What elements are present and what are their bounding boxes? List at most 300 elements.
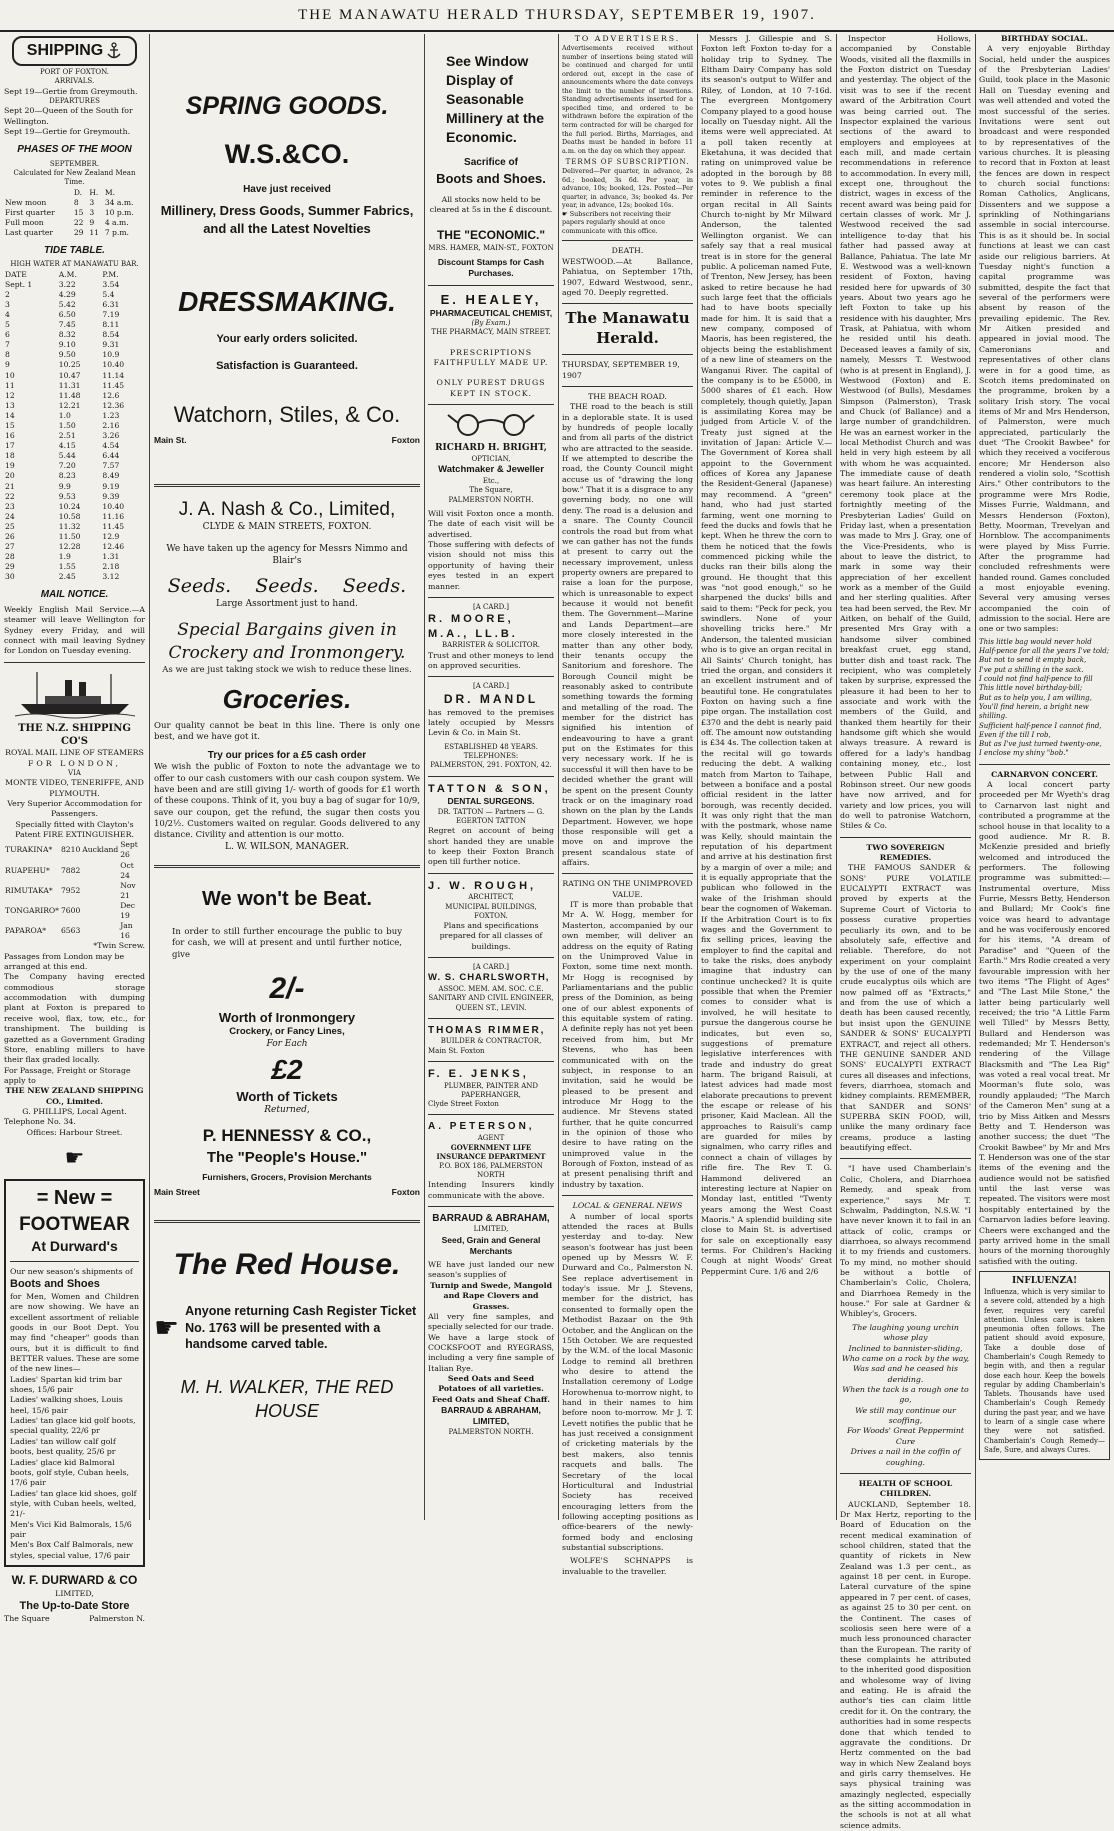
cash-register-text: Anyone returning Cash Register Ticket No. 1763 will be presented with a handsome carved table.: [185, 1304, 417, 1351]
table-cell: 6.44: [102, 451, 120, 461]
poem-line: We still may continue our scoffing,: [855, 1405, 956, 1426]
table-row: [4, 502, 145, 512]
table-row: [4, 512, 145, 522]
column-news-remedies: [840, 34, 971, 1830]
two-pound: £2: [271, 1053, 303, 1085]
nzsc-via: VIA: [68, 768, 81, 777]
table-cell: 9.10: [58, 340, 76, 350]
nash-address: CLYDE & MAIN STREETS, FOXTON.: [202, 522, 372, 533]
table-row: [4, 461, 145, 471]
twin-screw-note: *Twin Screw.: [93, 941, 145, 951]
freight-text: For Passage, Freight or Storage apply to: [4, 1065, 131, 1085]
table-row: [4, 391, 145, 401]
verse-line: I could not find half-pence to fill: [979, 675, 1093, 684]
table-row: [4, 401, 145, 411]
footwear-list: [10, 1375, 139, 1561]
footwear-boots-shoes: Boots and Shoes: [10, 1278, 100, 1291]
table-cell: 3: [5, 299, 10, 309]
table-cell: RUAPEHU*: [5, 865, 50, 875]
table-cell: 10: [5, 370, 15, 380]
beach-road-heading: THE BEACH ROAD.: [588, 391, 667, 401]
nzsc-title: THE N.Z. SHIPPING CO'S: [18, 722, 131, 747]
table-cell: 1.31: [102, 552, 120, 562]
mail-text: Weekly English Mail Service.—A steamer will leave Wellington for Sydney every Friday, and will connect with mail leaving Sydney for London on Tuesday evening.: [4, 604, 145, 656]
table-cell: TONGARIRO*: [5, 905, 59, 915]
column-rule: [975, 34, 976, 1520]
nzsc-ports: MONTE VIDEO, TENERIFFE, AND PLYMOUTH.: [5, 778, 144, 798]
barraud-feed-oats: Feed Oats and Sheaf Chaff.: [431, 1394, 551, 1404]
footwear-new: = New =: [36, 1187, 113, 1210]
influenza-heading: INFLUENZA!: [1011, 1275, 1078, 1286]
walker-name: M. H. WALKER, THE RED HOUSE: [180, 1377, 394, 1421]
table-cell: 8210: [60, 845, 81, 855]
table-cell: RIMUTAKA*: [5, 885, 53, 895]
millinery-text: Millinery, Dress Goods, Summer Fabrics, and all the Latest Novelties: [160, 203, 414, 236]
returned: Returned,: [264, 1105, 310, 1116]
see-window-heading: See Window Display of Seasonable Millinery at the Economic.: [446, 53, 545, 145]
table-cell: 1.23: [102, 410, 120, 420]
table-cell: 5.42: [58, 299, 76, 309]
table-cell: 4.15: [58, 441, 76, 451]
verse-line: I've put a shilling in the sack.: [979, 665, 1084, 674]
watchorn-town: Foxton: [391, 434, 420, 445]
table-row: [4, 840, 145, 860]
table-cell: 9.39: [102, 491, 120, 501]
barraud-turnip: Turnip and Swede, Mangold and Rape Clovers and Grasses.: [429, 1280, 553, 1311]
rough-title: ARCHITECT,: [468, 893, 514, 902]
table-cell: 3.22: [58, 279, 76, 289]
verse-line: You'll find herein, a bright new shilling.: [979, 702, 1089, 721]
barraud-seed-oats: Seed Oats and Seed Potatoes of all varieties.: [438, 1374, 544, 1394]
table-header: M.: [104, 187, 116, 197]
table-row: [4, 381, 145, 391]
tatton-name: TATTON & SON,: [428, 782, 551, 795]
poem-line: The laughing young urchin whose play: [852, 1322, 959, 1343]
table-cell: 4.29: [58, 289, 76, 299]
table-cell: [81, 921, 119, 941]
barraud-town: PALMERSTON NORTH.: [448, 1427, 534, 1436]
table-row: [4, 360, 145, 370]
hennessy-name: P. HENNESSY & CO.,: [202, 1126, 372, 1146]
table-cell: 9.53: [58, 491, 76, 501]
list-item: Ladies' tan willow calf golf boots, best quality, 25/6 pr: [10, 1436, 116, 1457]
table-cell: 15: [5, 420, 15, 430]
red-house-heading: The Red House.: [173, 1248, 401, 1282]
durward-name: W. F. DURWARD & CO: [11, 1573, 138, 1588]
column-rule: [697, 34, 698, 1520]
peterson-agent: AGENT: [477, 1133, 505, 1142]
table-cell: 11: [5, 380, 15, 390]
peterson-name: A. PETERSON,: [428, 1121, 535, 1133]
table-cell: [81, 901, 119, 921]
grading-text: The Company having erected commodious storage accommodation with dumping plant at Foxton is prepared to receive wool, flax, tow, etc., for transhipment. The building is gazetted as a Government Grading Store, enabling millers to have their flax graded locally.: [4, 972, 145, 1065]
discount-stamps: Discount Stamps for Cash Purchases.: [437, 257, 545, 279]
crockery-text: Crockery, or Fancy Lines,: [229, 1026, 345, 1038]
table-cell: 11.32: [58, 521, 81, 531]
two-shilling: 2/-: [269, 971, 305, 1005]
subscribers-note-text: Subscribers not receiving their papers regularly should at once communicate with this office.: [562, 209, 671, 235]
birthday-verses: [979, 638, 1110, 759]
peterson-department: GOVERNMENT LIFE INSURANCE DEPARTMENT: [436, 1143, 546, 1162]
table-cell: 3.54: [102, 279, 120, 289]
column-editorial: [562, 34, 693, 1576]
satisfaction: Satisfaction is Guaranteed.: [216, 359, 358, 372]
bright-text: Will visit Foxton once a month. The date of each visit will be advertised.: [428, 508, 554, 539]
table-cell: 10.40: [102, 501, 125, 511]
table-row: [4, 921, 145, 941]
rough-name: J. W. ROUGH,: [428, 879, 537, 892]
barraud-ltd: LIMITED,: [473, 1225, 509, 1234]
charlsworth-assoc: ASSOC. MEM. AM. SOC. C.E.: [438, 985, 544, 994]
pointing-hand-icon: ☛: [64, 1146, 85, 1172]
wont-be-beat-text: In order to still further encourage the public to buy for cash, we will at present and until further notice, give: [172, 927, 402, 960]
table-cell: 2.51: [58, 431, 76, 441]
poem-line: Inclined to bannister-sliding,: [848, 1343, 963, 1353]
table-cell: 1.50: [58, 420, 76, 430]
rimmer-address: Main St. Foxton: [428, 1046, 485, 1055]
death-heading: DEATH.: [611, 246, 644, 256]
barraud-samples: All very fine samples, and specially selected for our trade.: [428, 1311, 554, 1332]
jenks-address: Clyde Street Foxton: [428, 1100, 499, 1109]
table-cell: 9.50: [58, 350, 76, 360]
watchorn-address: [154, 435, 420, 446]
table-cell: 11.48: [58, 390, 81, 400]
verse-line: I enclose my shiny "bob.": [979, 749, 1069, 758]
list-item: Ladies' Spartan kid trim bar shoes, 15/6 pair: [10, 1374, 122, 1395]
rating-article: IT is more than probable that Mr A. W. Hogg, member for Masterton, accompanied by our own member, will deliver an address on the equity of Rating on the Unimproved Value in Foxton, some time next month. Mr Hogg is recognised by Parliamentarians and the public press of the Dominion, as being one of our ablest exponents of this equitable system of rating. A definite reply has not yet been received from him, but Mr Stevens, who has been communicated with on the subject, in response to an invitation, said he would be pleased to be present and introduce Mr Hogg to the audience. Mr Stevens stated further, that he quite concurred in the opinion of those who desire to have rating on the unimproved value in the Borough of Foxton, instead of as at present penalising thrift and industry by taxation.: [562, 900, 693, 1189]
prescriptions: PRESCRIPTIONS FAITHFULLY MADE UP.: [433, 347, 549, 368]
rimmer-name: THOMAS RIMMER,: [428, 1025, 546, 1036]
mandl-name: DR. MANDL: [443, 691, 539, 706]
shipping-logo-text: SHIPPING: [26, 42, 104, 60]
tide-heading: TIDE TABLE.: [44, 244, 105, 256]
rimmer-title: BUILDER & CONTRACTOR,: [440, 1037, 542, 1046]
list-item: Men's Box Calf Balmorals, new styles, special value, 17/6 pair: [10, 1540, 134, 1560]
table-cell: 12.46: [102, 542, 125, 552]
moore-title: BARRISTER & SOLICITOR.: [441, 641, 540, 650]
seeds-heading: Seeds. Seeds. Seeds.: [167, 575, 407, 598]
jenks-name: F. E. JENKS,: [428, 1067, 529, 1080]
nzsc-accom: Very Superior Accommodation for Passengers.: [7, 798, 142, 819]
table-header: D.: [73, 187, 83, 197]
table-cell: 12.6: [102, 390, 120, 400]
durward-square: The Square: [4, 1614, 50, 1624]
table-cell: 10.58: [58, 511, 81, 521]
table-cell: 10.40: [102, 360, 125, 370]
table-row: [4, 300, 145, 310]
schnapps-notice: WOLFE'S SCHNAPPS is invaluable to the traveller.: [562, 1556, 693, 1576]
flaxmill-news: Inspector Hollows, accompanied by Constable Woods, visited all the flaxmills in the Foxton district on Tuesday and yesterday. The object of the visit was to see if the recent award of the Arbitration Court was being carried out. The Inspector explained the various sections of the award to employers and employees at each mill, and made certain recommendations in reference to accommodation. In every mill, except one, throughout the district, wages in excess of the recent award was being paid for certain classes of work. Mr J. Westwood received the sad intelligence to-day that his father had passed away at Ballance, Pahiatua. The late Mr E. Westwood was a well-known resident of Foxton, having resided here for upwards of 30 years. About two years ago he left Foxton to take up his residence with his daughter, Mrs Trask, at Pahiatua, with whom he resided until his death. Deceased leaves a family of six, namely, Messrs T. Westwood (who is at present in England), J. Westwood (Foxton) and E. Westwood (of Bulls), Mesdames Simpson (Palmerston), Trask and Chuck (of Ballance) and a large number of grandchildren. He was an earnest worker in the local Methodist Church and was held in very high esteem by all with whom he was acquainted. The immediate cause of death was heart failure. An interesting ceremony took place at the fortnightly meeting of the Presbyterian Ladies' Guild on Friday last, when a presentation was made to Mrs J. Gray, one of the Vice-Presidents, who is about to leave the district, to mark in some way their appreciation of her excellent work as a member of the Guild and her sterling qualities. After tea had been served, the Rev. Mr Aitken, on behalf of the Guild, presented Mrs Gray with a handsome silver combined breakfast cruet, egg stand, butter dish and toast rack. The recipient, who was completely taken by surprise, expressed the pleasure it had been to her to associate and work with the members of the Guild, and thanked them heartily for their handsome gift which she would always treasure. A reward is offered for a lady's handbag containing money, etc., lost between Public Hall and Robinson street. Our new goods have now arrived, and for variety and low prices, you will do well to patronise Watchorn, Stiles & Co.: [840, 34, 971, 831]
barraud-cocksfoot: We have a large stock of COCKSFOOT and RYEGRASS, including a very fine sample of Italian Rye.: [428, 1332, 554, 1373]
poem-line: For Woods' Great Peppermint Cure: [846, 1426, 965, 1446]
table-cell: 10.9: [102, 350, 120, 360]
table-cell: Jan 16: [120, 921, 133, 941]
table-row: [4, 431, 145, 441]
table-header: P.M.: [102, 269, 119, 279]
table-cell: 13: [5, 400, 15, 410]
date-line: THURSDAY, SEPTEMBER 19, 1907: [562, 360, 680, 380]
nzsc-agent: G. PHILLIPS, Local Agent.: [22, 1107, 127, 1117]
table-row: [4, 330, 145, 340]
advertisers-text: Advertisements received without number of insertions being stated will be continued and charged for until ordered out, except in the case of announcements where the date conveys the limit to the number of insertions. Standing advertisements inserted for a specified time, and ordered to be withdrawn before the expiration of the term contracted for will be charged for the full period. Births, Marriages, and Deaths must be handed in before 11 a.m. on the day on which they appear.: [562, 44, 693, 155]
column-business-cards: [428, 34, 554, 1520]
footwear-ad: [4, 1179, 145, 1567]
table-row: [4, 441, 145, 451]
special-bargains: Special Bargains given in Crockery and Ironmongery.: [168, 620, 406, 664]
table-cell: 11.45: [102, 521, 125, 531]
table-row: New moon 8 3 34 a.m.: [5, 197, 134, 207]
mandl-text: has removed to the premises lately occupied by Messrs Levin & Co. in Main St.: [428, 707, 554, 738]
dental-title: DENTAL SURGEONS.: [447, 796, 535, 807]
birthday-heading: BIRTHDAY SOCIAL.: [1001, 34, 1088, 43]
departures-text: Sept 20—Queen of the South for Wellington.: [4, 106, 133, 126]
port-heading: PORT OF FOXTON.: [39, 68, 110, 76]
phases-heading: PHASES OF THE MOON: [17, 144, 132, 156]
table-row: [4, 451, 145, 461]
poem-line: When the tack is a rough one to go,: [842, 1385, 969, 1405]
early-orders: Your early orders solicited.: [216, 333, 358, 346]
seeds-assortment: Large Assortment just to hand.: [216, 599, 358, 610]
column-rule: [558, 34, 559, 1520]
verse-line: But as to help you, I am willing,: [979, 693, 1092, 702]
nzsc-phone: Telephone No. 34.: [4, 1117, 76, 1127]
tatton-partners: DR. TATTON — Partners — G. EGERTON TATTON: [437, 807, 545, 825]
paper-title: The Manawatu Herald.: [565, 309, 690, 348]
tide-sub: HIGH WATER AT MANAWATU BAR.: [10, 260, 139, 269]
table-row: [4, 411, 145, 421]
table-cell: 2.45: [58, 572, 76, 582]
verse-line: But as I've just turned twenty-one,: [979, 740, 1102, 749]
table-row: [4, 290, 145, 300]
table-cell: 4.54: [102, 441, 120, 451]
nash-agency: We have taken up the agency for Messrs Nimmo and Blair's: [166, 544, 408, 567]
hennessy-street: Main Street: [154, 1187, 200, 1198]
table-cell: 20: [5, 471, 15, 481]
death-notice: WESTWOOD.—At Ballance, Pahiatua, on September 17th, 1907, Edward Westwood, senr., aged 70. Deeply regretted.: [562, 256, 693, 297]
table-cell: 10.25: [58, 360, 81, 370]
table-cell: 7.45: [58, 320, 76, 330]
table-cell: PAPAROA*: [5, 926, 47, 936]
worth-tickets: Worth of Tickets: [236, 1088, 338, 1104]
table-cell: 8: [5, 350, 10, 360]
table-cell: 8.11: [102, 320, 120, 330]
groceries-quality: Our quality cannot be beat in this line. There is only one best, and we have got it.: [154, 720, 420, 742]
wsco-logo: W.S.&CO.: [224, 139, 350, 170]
purest-drugs: ONLY PUREST DRUGS KEPT IN STOCK.: [436, 378, 546, 398]
footwear-at: At Durward's: [31, 1238, 118, 1255]
charlsworth-name: W. S. CHARLSWORTH,: [428, 972, 550, 984]
table-cell: 12.9: [102, 532, 120, 542]
carnarvon-heading: CARNARVON CONCERT.: [991, 769, 1098, 779]
steamer-table: [4, 840, 145, 941]
cash-order-heading: Try our prices for a £5 cash order: [207, 750, 367, 762]
table-row: [4, 482, 145, 492]
spring-goods-heading: SPRING GOODS.: [185, 92, 389, 120]
poem-line: Who came on a rock by the way,: [841, 1353, 970, 1363]
mail-heading: MAIL NOTICE.: [40, 589, 109, 601]
stocks-text: All stocks now held to be cleared at 5s in the £ discount.: [429, 195, 553, 215]
table-cell: 22: [5, 491, 15, 501]
peterson-address: P.O. BOX 186, PALMERSTON NORTH: [439, 1161, 543, 1179]
table-row: [4, 881, 145, 901]
watchorn-name: Watchorn, Stiles, & Co.: [173, 401, 401, 427]
nzsc-fitted: Specially fitted with Clayton's Patent FIRE EXTINGUISHER.: [15, 819, 134, 839]
dressmaking-heading: DRESSMAKING.: [178, 286, 396, 318]
table-cell: 3.12: [102, 572, 120, 582]
table-cell: 5: [5, 320, 10, 330]
barraud-footer: BARRAUD & ABRAHAM, LIMITED,: [441, 1405, 541, 1427]
passages-note: Passages from London may be arranged at this end.: [4, 951, 125, 971]
subscribers-note: [562, 210, 693, 236]
steamer-icon: [15, 668, 135, 718]
verse-line: Even if the till I rob,: [979, 730, 1051, 739]
telephone-line: PALMERSTON, 291. FOXTON, 42.: [430, 761, 552, 770]
column-local-news: [701, 34, 832, 1520]
spectacles-icon: [446, 411, 536, 437]
column-rule: [149, 34, 150, 1520]
table-cell: 7600: [60, 905, 81, 915]
for-each: For Each: [266, 1038, 308, 1049]
local-news-continued: Messrs J. Gillespie and S. Foxton left Foxton to-day for a holiday trip to Sydney. The Eltham Dairy Company has sold its season's output to Wilfer and Riley, of London, at 10 7-16d. The evergreen Montgomery Company played to a good house locally on Tuesday night. All the items were well appreciated. At a poll taken recently at Eketahuna, it was decided that rating on unimproved value be adopted in the borough by 88 votes to 9. We publish a final reminder in reference to the organ recital in All Saints Church to-night by Mr Milward Anderson, the talented Wellington organist. We can safely say that a real musical treat is in store for the general public. A policeman named Fute, of Trenton, New Jersey, has been asked to retire because he had such large feet that the officials had to have boots specially made for him. It is said that a new company, composed of Maoris, has been registered, the objects being the establishment of a new line of steamers on the Wanganui River. The capital of the company is to be £5000, in 5000 shares of £1 each. How completely, though quietly, Japan is assimilating Korea may be judged from Article V. of the Treaty just signed at the invitation of Japan: Article V.—The Government of Korea shall appoint to the Government offices of Korea any Japanese the Resident-General (Japanese) may recommend. A "green" hand, who had just started farming, went one morning to feed the ducks and fowls that he kept. When he threw the corn to them he noticed that the fowls commenced picking while the ducks ran their bills along the ground. He thought that this was "not good enough," so he sharpened the ducks' bills and said to them: "Peck for peck, you swindlers. None of your shovelling tricks here." Mr Anderson, the talented musician who is to give an organ recital in All Saints' Church tonight, has tried the organ, and considers it an excellent instrument and of beautiful tone. He congratulates Foxton on having such a fine pipe organ. The installation cost £370 and the debt is nearly paid off. The amount now outstanding is £34 4s. The collection taken at the recital will go towards reducing the debt. A walking match from Marton to Taihape, between a boniface and a postal official resident in the latter borough, was recently decided. It was only right that the man with the postmark, whose name was Kelly, should maintain the reputation of his department and arrive at his destination first by a margin of over a mile; and it is equally appropriate that the publican who followed in the wake of the Irishman should bear the cognomen of Wakeman. If the Arbitration Court is to fix wages and the Government to fix selling prices, leaving the employer to find the capital and to take the risks, does anybody imagine that industry can continue unchecked? It is quite possible that when the Premier comes to consider what is involved, he will hesitate to pursue the dangerous course he indicates, but even so, suggestions of premature legislative interferences with trade and industry do great harm. The brigand Raisuli, at latest advices had made most elaborate precautions to prevent the escape or release of his prisoner, Kaid Maclean. All the approaches to Raisuli's camp are guarded for miles by signalmen, who carry rifles and connect a chain of villages by rifle fire. The Rev T. G. Hammond delivered an interesting lecture at Napier on Monday last, entitled "Twenty years among the West Coast Maoris." A splendid building site close to Main St. is advertised for sale on exceptionally easy terms. For Children's Hacking Cough at night Woods' Great Peppermint Cure. 1/6 and 2/6: [701, 34, 832, 1276]
table-cell: 1.9: [58, 552, 71, 562]
durward-address: [4, 1614, 145, 1624]
table-cell: 6: [5, 330, 10, 340]
list-item: Ladies' glace kid Balmoral boots, golf style, Cuban heels, 17/6 pair: [10, 1457, 129, 1488]
bright-town: PALMERSTON NORTH.: [448, 495, 534, 504]
table-row: [4, 552, 145, 562]
watchmaker-title: Watchmaker & Jeweller: [438, 464, 544, 476]
table-row: First quarter 15 3 10 p.m.: [5, 207, 134, 217]
card-label: [A CARD.]: [472, 602, 509, 611]
jenks-title: PLUMBER, PAINTER AND PAPERHANGER,: [443, 1081, 539, 1099]
charlsworth-address: QUEEN ST., LEVIN.: [455, 1003, 527, 1012]
by-exam: (By Exam.): [471, 319, 511, 328]
table-cell: 17: [5, 441, 15, 451]
table-cell: 5.4: [102, 289, 115, 299]
health-article: AUCKLAND, September 18. Dr Max Hertz, reporting to the Board of Education on the recent medical examination of school children, stated that the quantity of rickets in New Zealand was 1.3 per cent., as against 18 per cent. in Europe. Lateral curvature of the spine appeared in 7 per cent. of cases, as against 25 to 30 per cent. on the Continent. The cases of scoliosis seen here were of a much less pronounced character than the European. The rarity of these complaints he attributed to the inherited good disposition and wholesome way of living and eating. He is afraid the author's ties can claim little credit for it. On the contrary, the authorities had in some respects done that which tended to aggravate the conditions. Dr Hertz commented on the bad way in which New Zealand boys and girls carry themselves. He says physical training was amazingly neglected, especially as the sitting accommodation in the schools is not at all what science admits.: [840, 1499, 971, 1830]
table-cell: [81, 861, 119, 881]
hennessy-furnishers: Furnishers, Grocers, Provision Merchants: [202, 1171, 372, 1182]
table-row: [4, 492, 145, 502]
table-cell: 9.9: [58, 481, 71, 491]
bright-defects: Those suffering with defects of vision should not miss this opportunity of having their eyes tested in an expert manner.: [428, 540, 554, 591]
table-cell: TURAKINA*: [5, 845, 53, 855]
list-item: Ladies' tan glace kid golf boots, special quality, 22/6 pr: [10, 1416, 136, 1436]
table-cell: 14: [5, 410, 15, 420]
table-cell: 27: [5, 542, 15, 552]
table-cell: 7.20: [58, 461, 76, 471]
table-cell: 12.28: [58, 542, 81, 552]
table-cell: 30: [5, 572, 15, 582]
tatton-text: Regret on account of being short handed they are unable to keep their Foxton Branch open till further notice.: [428, 826, 554, 867]
table-cell: 6563: [60, 926, 81, 936]
table-cell: 8.32: [58, 330, 76, 340]
shipping-logo: [12, 36, 137, 66]
anchor-icon: [106, 42, 122, 60]
table-cell: 5.44: [58, 451, 76, 461]
table-cell: 8.54: [102, 330, 120, 340]
column-shipping: [4, 34, 145, 1624]
barraud-text: WE have just landed our new season's supplies of: [428, 1260, 554, 1280]
peppermint-poem: [840, 1323, 971, 1468]
column-display-ads: [154, 34, 420, 1520]
optician-title: OPTICIAN,: [471, 455, 511, 464]
sacrifice: Sacrifice of: [464, 157, 518, 169]
table-cell: 9.19: [102, 481, 120, 491]
table-cell: Sept 26: [120, 840, 138, 860]
arrivals-text: Sept 19—Gertie from Greymouth.: [4, 86, 138, 96]
column-social: [979, 34, 1110, 1520]
poem-line: Was sad and he ceased his deriding.: [852, 1364, 959, 1384]
table-cell: 2: [5, 289, 10, 299]
table-cell: Auckland: [82, 845, 119, 855]
table-cell: Oct 24: [120, 860, 134, 880]
table-cell: 12.21: [58, 400, 81, 410]
table-cell: 26: [5, 532, 15, 542]
footwear-title: FOOTWEAR: [19, 1213, 130, 1235]
established: ESTABLISHED 48 YEARS.: [444, 742, 538, 751]
boots-shoes: Boots and Shoes.: [436, 170, 546, 186]
column-rule: [424, 34, 425, 1520]
table-cell: 16: [5, 431, 15, 441]
groceries-heading: Groceries.: [222, 683, 352, 714]
table-cell: 24: [5, 511, 15, 521]
wont-be-beat-heading: We won't be Beat.: [202, 888, 372, 911]
table-row: [4, 542, 145, 552]
nzsc-sub: ROYAL MAIL LINE OF STEAMERS: [5, 748, 144, 758]
beach-road-article: THE road to the beach is still in a deplorable state. It is used by hundreds of people locally and from all parts of the district who are attracted to the seaside. If we attempted to describe the road, the County Council might accuse us of "drawing the long bow." That it is a disgrace to any governing body, no one will deny. The road is a delusion and a snare. The County Council controls the road but from what we can gather has not the funds at present to carry out the necessary improvement, unless property owners are prepared to raise a loan for the purpose, which is unreasonable to expect because it would not benefit them. The Government—Marine and Lands Department—are more closely interested in the matter than any other body, their tenants occupy the Sanitorium and foreshore. The Borough Council might be reasonably asked to contribute something towards the forming and metalling of the road. The member for the district has signified his intention of endeavouring to have a grant put on the Estimates for this very necessary work. If he is successful it will then have to be decided whether the grant will be spent on the present County track or on the imaginary road shown on the plan by the Lands Department. However, we hope those responsible will get a move on and improve the present scandalous state of affairs.: [562, 402, 693, 868]
durward-ltd: LIMITED,: [55, 1589, 94, 1599]
verse-line: Sufficient half-pence I cannot find,: [979, 721, 1102, 730]
table-cell: 12.36: [102, 400, 125, 410]
influenza-ad: [979, 1271, 1110, 1460]
table-cell: 9: [5, 360, 10, 370]
table-cell: 6.31: [102, 299, 120, 309]
hamer-address: MRS. HAMER, MAIN-ST., FOXTON: [428, 243, 554, 252]
nzsc-for: FOR LONDON,: [28, 758, 121, 768]
table-cell: Nov 21: [120, 880, 136, 900]
table-cell: 8.49: [102, 471, 120, 481]
table-cell: 11.50: [58, 532, 81, 542]
phases-calc: Calculated for New Zealand Mean Time.: [13, 168, 136, 187]
carnarvon-article: A local concert party proceeded per Mr Wyeth's drag to Carnarvon last night and contributed a programme at the school house in that locality to a good audience. Mr R. B. McKenzie presided and briefly welcomed and introduced the performers. The following programme was submitted:—Instrumental overture, Miss Furrie, Messrs Betty, Henderson and Bullard; Mr Cook's fine voice was heard to advantage and he was vociferously encored for his items, "A dream of Paradise" and "Queen of the Earth." Mrs Rodie created a very favourable impression with her two items "The Flight of Ages" and "The Last Mile Stone," the latter being particularly well received; the trio "A Little Farm well Tilled" by Messrs Betty, Bullard and Henderson was redemanded; Mr T. Henderson's rendering of the Village Blacksmith and "The Lea Rig" was voted a real vocal treat. Mr Moorman's flute solo, was roundly applauded; "The March of the Cameron Men" sung at a trio by Miss Aitken and Messrs Betty and T. Henderson was another success; the duet "The Crookit Bawbee" by Mr and Mrs T. Henderson was one of the star items of the evening and the audience would not be satisfied until the last verse was repeated. The visitors were most hospitably entertained by the Carnarvon ladies before leaving. Cheers were exchanged and the party arrived home in the small hours of the morning thoroughly satisfied with the outing.: [979, 780, 1110, 1266]
footwear-body: for Men, Women and Children are now showing. We have an excellent assortment of reliable goods in our Boot Dept. You may find "cheaper" goods than ours, but it is difficult to find BETTER values. These are some of the new lines—: [10, 1291, 139, 1374]
cash-order-text: We wish the public of Foxton to note the advantage we to offer to our cash customers with our cash coupon system. We have been and are still giving 1/- worth of goods for £1 worth of these coupons. Think of it, you buy a bag of sugar for 10/9, save our coupon, get the refund, the sugar then costs you 10/2½. Customers waited on regular. Goods delivered to any distance. Civility and attention is our motto.: [154, 762, 420, 841]
terms-heading: TERMS OF SUBSCRIPTION.: [565, 158, 690, 167]
advertisers-heading: TO ADVERTISERS.: [574, 34, 681, 43]
table-cell: 7: [5, 340, 10, 350]
table-cell: 19: [5, 461, 15, 471]
tide-table: [4, 270, 145, 583]
table-cell: 10.24: [58, 501, 81, 511]
masthead-title: THE MANAWATU HERALD THURSDAY, SEPTEMBER 19, 1907.: [298, 7, 816, 23]
moon-phases-table: [4, 188, 145, 238]
table-row: [4, 371, 145, 381]
local-news-heading: LOCAL & GENERAL NEWS: [572, 1201, 683, 1211]
hennessy-address: [154, 1187, 420, 1198]
verse-line: This little novel birthday-bill;: [979, 684, 1083, 693]
moore-name: R. MOORE, M.A., LL.B.: [428, 613, 518, 640]
table-cell: 18: [5, 451, 15, 461]
pointing-hand-icon: ☛: [562, 209, 570, 218]
durward-store: The Up-to-Date Store: [19, 1600, 130, 1613]
table-cell: [81, 881, 119, 901]
chamberlain-testimonial: "I have used Chamberlain's Colic, Cholera, and Diarrhoea Remedy, and speak from experience," says Mr T. Schwalm, Paddington, N.S.W. "I have never known it to fail in an attack of colic, cramps or diarrhoea, so always recommend it to my friends and customers. To my mind, no mother should be without a bottle of Chamberlain's Colic, Cholera, and Diarrhoea Remedy in the house." For sale at Gardner & Whibley's, Grocers.: [840, 1164, 971, 1319]
table-header: H.: [89, 187, 99, 197]
table-cell: 7.19: [102, 309, 120, 319]
list-item: Men's Vici Kid Balmorals, 15/6 pair: [10, 1519, 132, 1540]
table-cell: 25: [5, 521, 15, 531]
